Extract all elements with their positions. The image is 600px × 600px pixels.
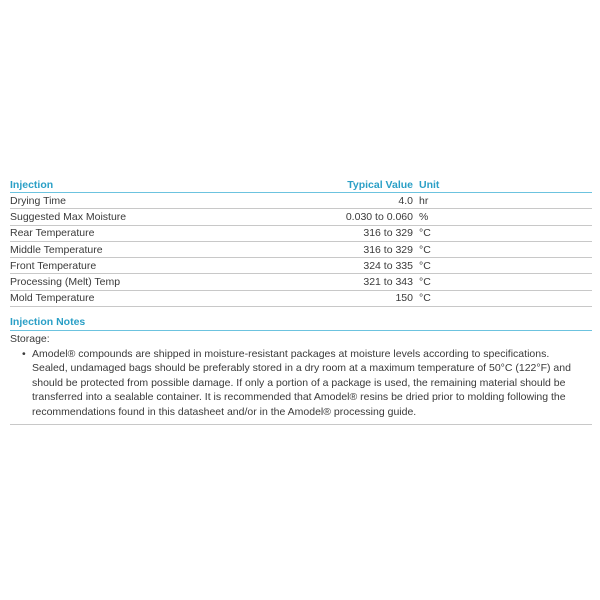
notes-bullet-item (10, 347, 592, 420)
table-row (10, 193, 592, 209)
row-property: Rear Temperature (10, 227, 95, 240)
table-row (10, 274, 592, 290)
row-value: 150 (395, 292, 413, 305)
table-header (10, 176, 592, 193)
row-unit: °C (419, 243, 431, 256)
notes-body (10, 331, 592, 425)
table-row (10, 291, 592, 307)
bullet-icon: • (22, 347, 26, 360)
row-unit: °C (419, 259, 431, 272)
table-row (10, 242, 592, 258)
row-unit: hr (419, 194, 429, 207)
row-unit: % (419, 210, 429, 223)
row-value: 316 to 329 (363, 227, 413, 240)
row-property: Suggested Max Moisture (10, 210, 127, 223)
row-value: 316 to 329 (363, 243, 413, 256)
notes-text: Amodel® compounds are shipped in moisture-resistant packages at moisture levels according to specifications. Sealed, undamaged bags should be preferably stored in a dry room at a maximum temperature of 50°C (122°F) and should be protected from possible damage. If only a portion of a package is used, the remaining material should be transferred into a sealable container. It is recommended that Amodel® resins be dried prior to molding following the recommendations found in this datasheet and/or in the Amodel® processing guide. (32, 347, 571, 419)
row-value: 321 to 343 (363, 276, 413, 289)
row-value: 324 to 335 (363, 259, 413, 272)
row-value: 0.030 to 0.060 (345, 210, 413, 223)
table-row (10, 258, 592, 274)
row-property: Front Temperature (10, 259, 97, 272)
header-injection: Injection (10, 179, 54, 191)
notes-title: Injection Notes (10, 316, 592, 331)
row-value: 4.0 (398, 194, 413, 207)
row-property: Drying Time (10, 194, 67, 207)
injection-notes (10, 316, 592, 425)
table-row (10, 209, 592, 225)
row-unit: °C (419, 276, 431, 289)
row-property: Mold Temperature (10, 292, 95, 305)
injection-datasheet (10, 176, 592, 425)
notes-subtitle: Storage: (10, 333, 50, 346)
header-typical-value: Typical Value (347, 179, 413, 191)
row-property: Middle Temperature (10, 243, 103, 256)
row-property: Processing (Melt) Temp (10, 276, 121, 289)
row-unit: °C (419, 292, 431, 305)
row-unit: °C (419, 227, 431, 240)
table-row (10, 226, 592, 242)
header-unit: Unit (419, 179, 440, 191)
